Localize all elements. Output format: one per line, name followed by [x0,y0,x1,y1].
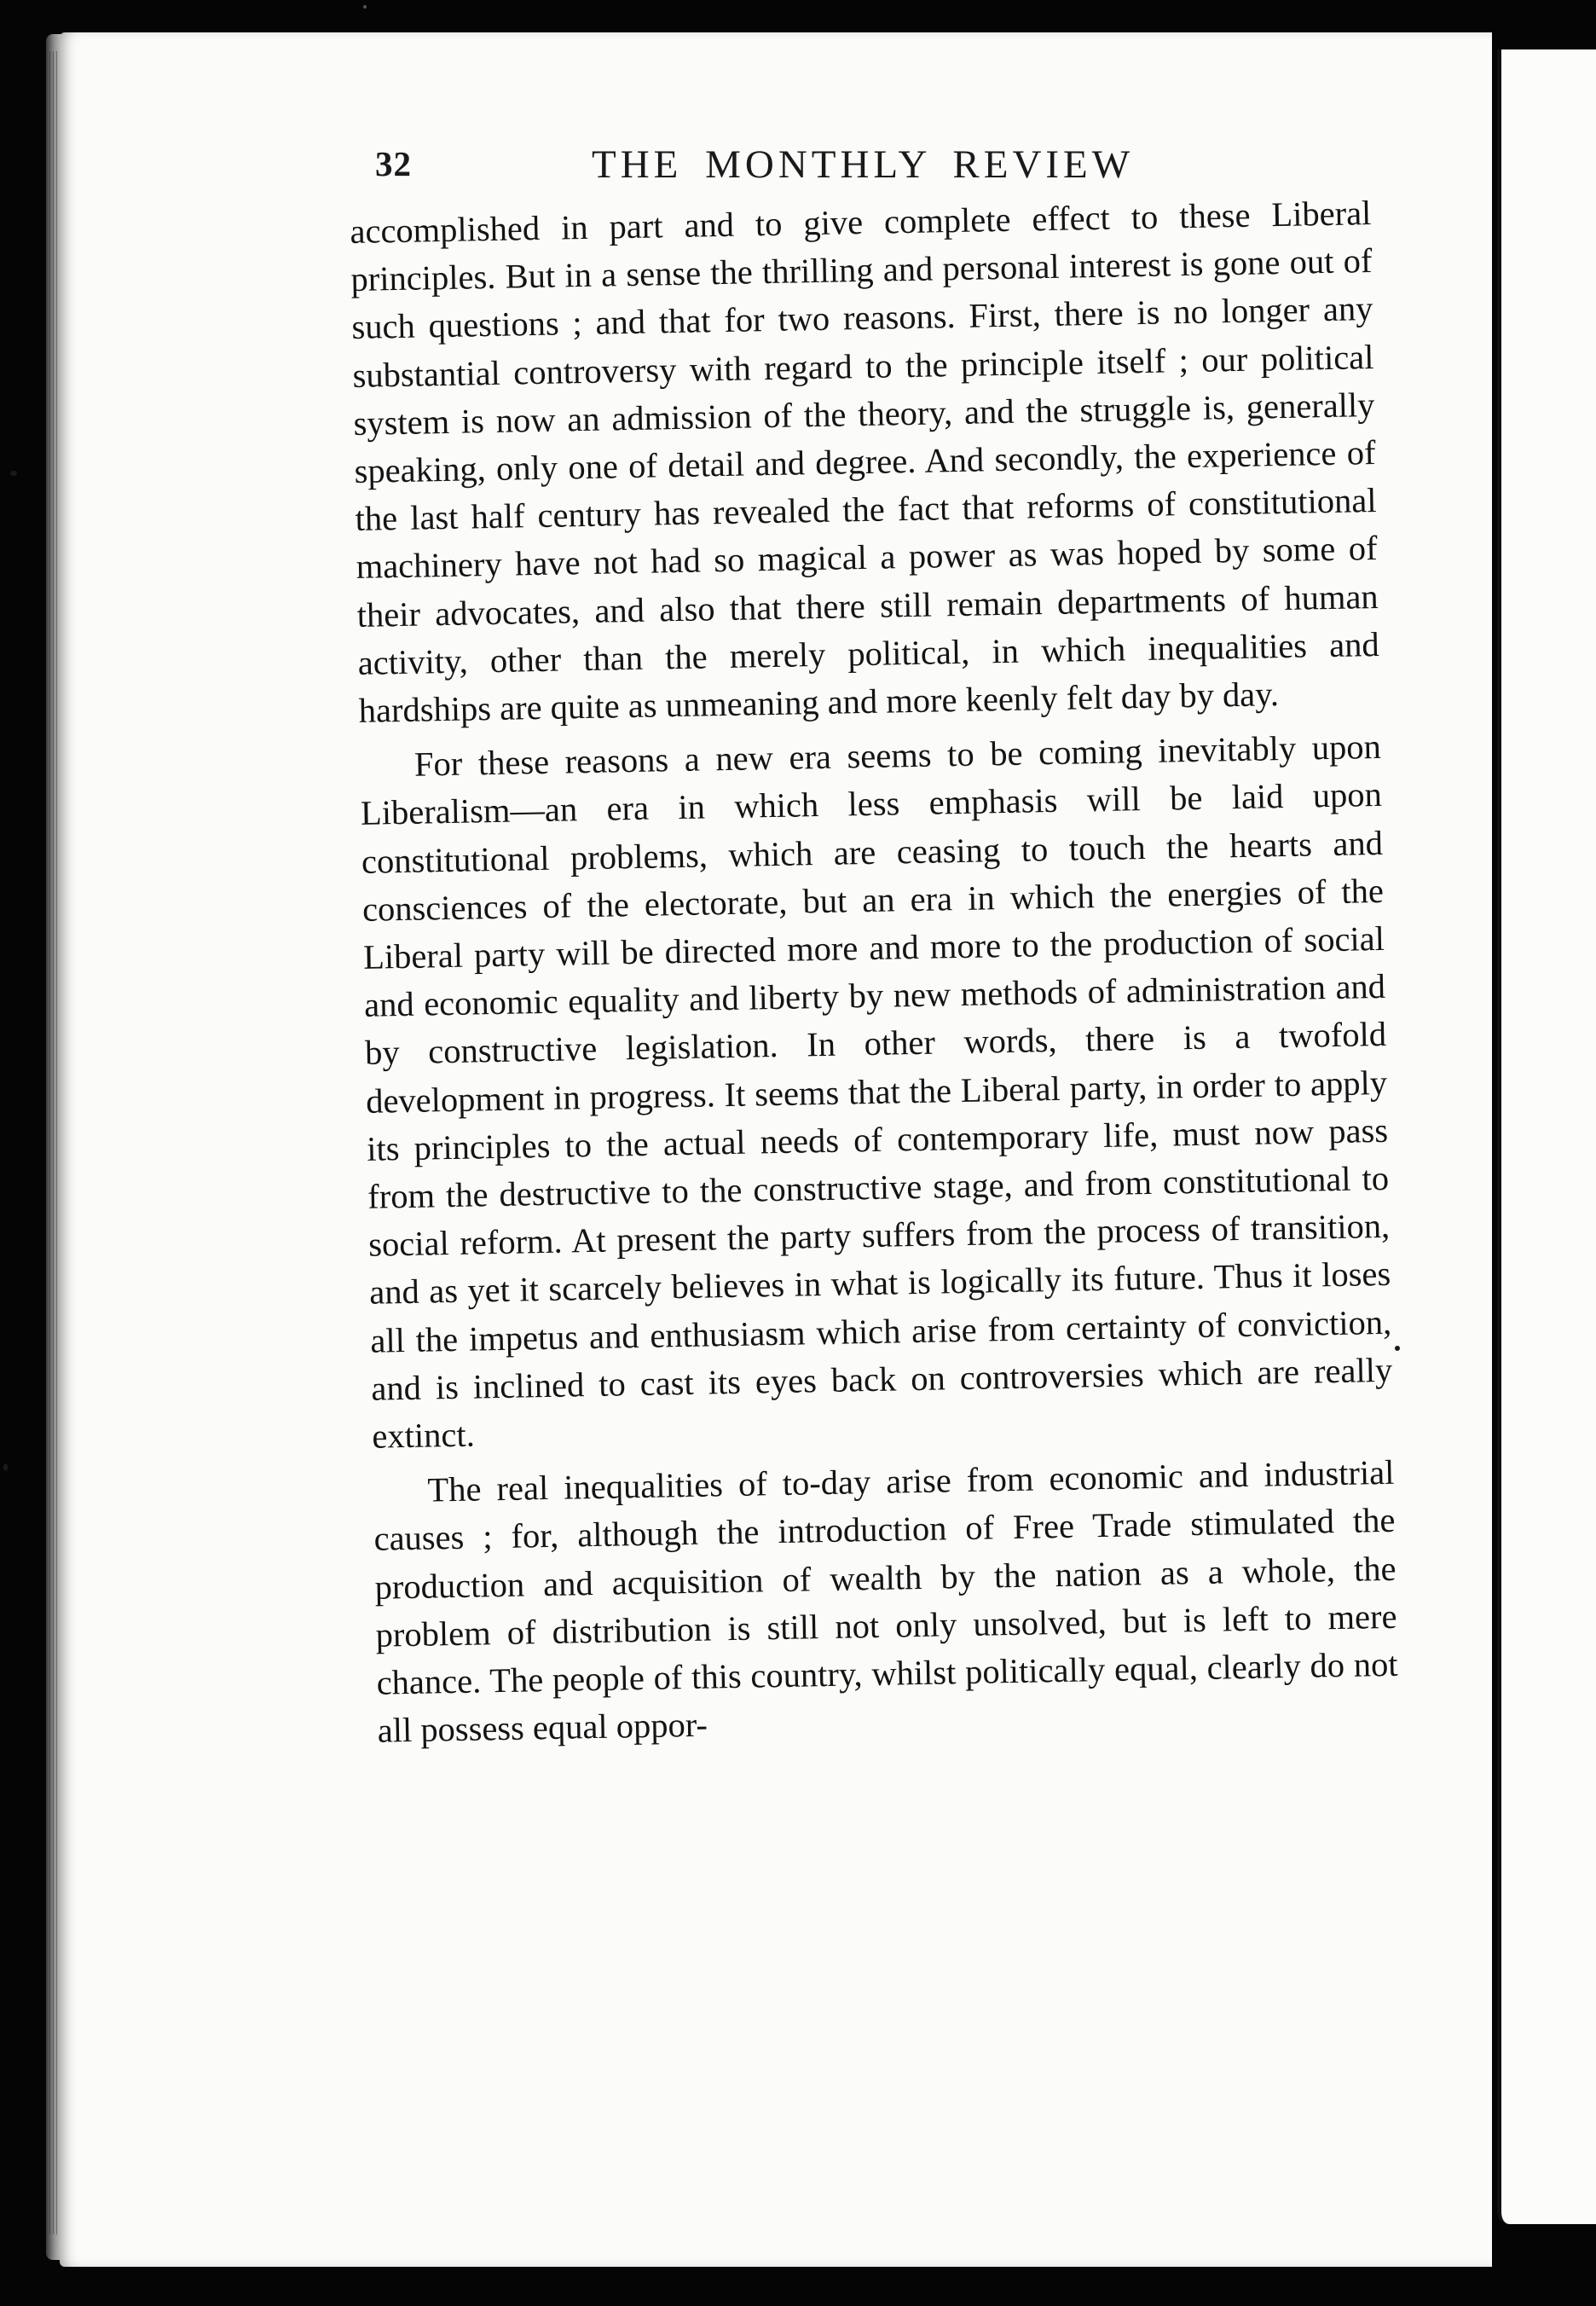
body-text [350,189,1399,1755]
facing-page-edge [1497,49,1596,2224]
scan-speck [3,1463,8,1471]
scan-speck [363,5,367,9]
paragraph: The real inequalities of to-day arise from economic and industrial causes ; for, although the introduction of Free Trade stimulated the production and acquisition of wealth by the nation as a whole, the problem of distribution is still not only unsolved, but is left to mere chance. The people of this country, whilst politically equal, clearly do not all possess equal oppor- [373,1453,1398,1750]
scan-speck [10,471,17,476]
paragraph: accomplished in part and to give complete effect to these Liberal principles. But in a sense the thrilling and personal interest is gone out of such questions ; and that for two reasons. First, there is no longer any substantial controversy with regard to the principle itself ; our political system is now an admission of the theory, and the struggle is, generally speaking, only one of detail and degree. And secondly, the experience of the last half century has revealed the fact that reforms of constitutional machinery have not had so magical a power as was hoped by some of their advocates, and also that there still remain departments of human activity, other than the merely political, in which inequalities and hardships are quite as unmeaning and more keenly felt day by day. [350,194,1379,730]
paragraph: For these reasons a new era seems to be coming inevitably upon Liberalism—an era in which less emphasis will be laid upon constitutional problems, which are ceasing to touch the hearts and consciences of the electorate, but an era in which the energies of the Liberal party will be directed more and more to the production of social and economic equality and liberty by new methods of administration and by constructive legislation. In other words, there is a twofold development in progress. It seems that the Liberal party, in order to apply its principles to the actual needs of contemporary life, must now pass from the destructive to the constructive stage, and from constitutional to social reform. At present the party suffers from the process of transition, and as yet it scarcely believes in what is logically its future. Thus it loses all the impetus and enthusiasm which arise from certainty of conviction, and is inclined to cast its eyes back on controversies which are really extinct. [360,727,1393,1456]
page-number: 32 [375,144,412,183]
scan-speck [1395,1346,1400,1351]
journal-title: THE MONTHLY REVIEW [592,142,1135,187]
